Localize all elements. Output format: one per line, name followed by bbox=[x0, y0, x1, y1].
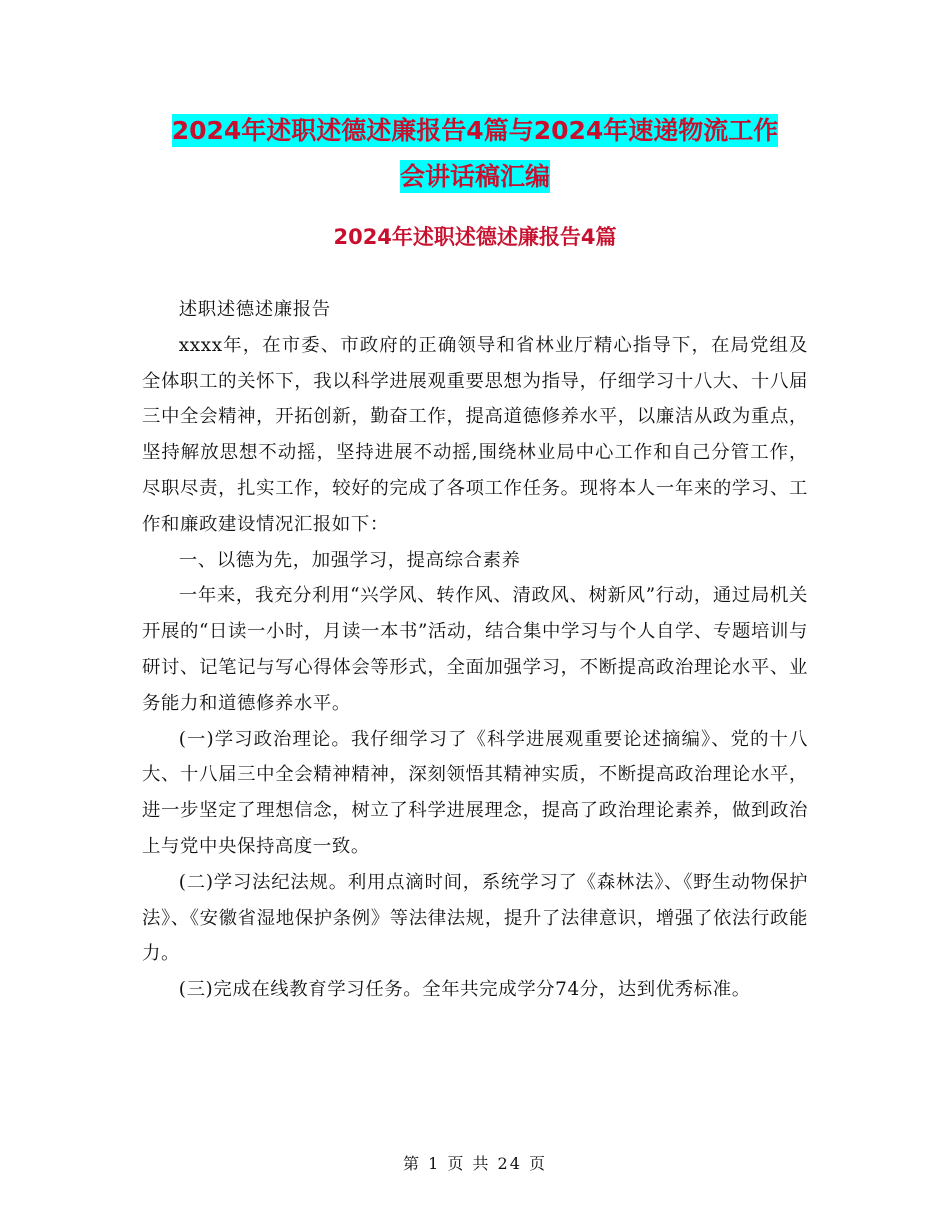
paragraph: (三)完成在线教育学习任务。全年共完成学分74分，达到优秀标准。 bbox=[178, 979, 751, 1001]
page-footer: 第 1 页 共 24 页 bbox=[403, 1154, 547, 1173]
section-title: 2024年述职述德述廉报告4篇 bbox=[333, 225, 617, 249]
paragraph: 一年来，我充分利用“兴学风、转作风、清政风、树新风”行动，通过局机关开展的“日读一小时，月读一本书”活动，结合集中学习与个人自学、专题培训与研讨、记笔记与写心得体会等形式，全面加强学习，不断提高政治理论水平、业务能力和道德修养水平。 bbox=[142, 585, 808, 714]
document-title-line-1: 2024年述职述德述廉报告4篇与2024年速递物流工作 bbox=[171, 116, 779, 145]
paragraph-subheading: 一、以德为先，加强学习，提高综合素养 bbox=[178, 549, 521, 571]
paragraph: (二)学习法纪法规。利用点滴时间，系统学习了《森林法》、《野生动物保护法》、《安徽省湿地保护条例》等法律法规，提升了法律意识，增强了依法行政能力。 bbox=[142, 871, 808, 965]
document-body bbox=[142, 292, 808, 1008]
paragraph: (一)学习政治理论。我仔细学习了《科学进展观重要论述摘编》、党的十八大、十八届三中全会精神精神，深刻领悟其精神实质，不断提高政治理论水平，进一步坚定了理想信念，树立了科学进展理念，提高了政治理论素养，做到政治上与党中央保持高度一致。 bbox=[142, 728, 808, 857]
document-title bbox=[142, 108, 808, 200]
paragraph-heading: 述职述德述廉报告 bbox=[178, 299, 331, 320]
document-title-line-2: 会讲话稿汇编 bbox=[399, 162, 550, 191]
paragraph: xxxx年，在市委、市政府的正确领导和省林业厅精心指导下，在局党组及全体职工的关怀下，我以科学进展观重要思想为指导，仔细学习十八大、十八届三中全会精神，开拓创新，勤奋工作，提高道德修养水平，以廉洁从政为重点，坚持解放思想不动摇，坚持进展不动摇,围绕林业局中心工作和自己分管工作，尽职尽责，扎实工作，较好的完成了各项工作任务。现将本人一年来的学习、工作和廉政建设情况汇报如下： bbox=[142, 334, 808, 535]
